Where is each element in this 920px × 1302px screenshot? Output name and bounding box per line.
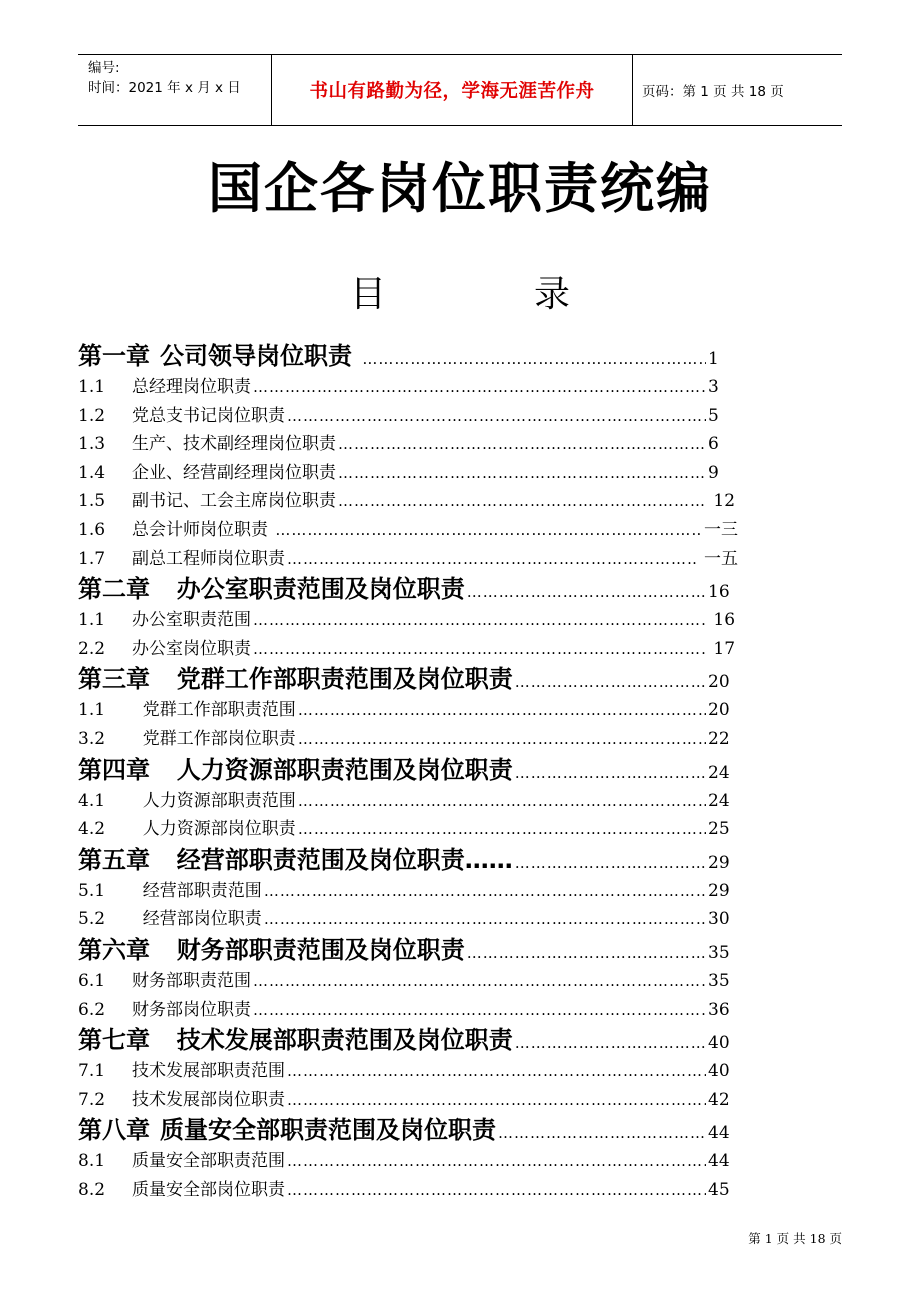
toc-dot-leader (338, 430, 706, 459)
toc-heading-char-1: 目 (349, 274, 386, 315)
toc-entry-number: 第六章 (78, 935, 150, 964)
toc-section-entry[interactable] (78, 635, 738, 664)
toc-entry-title: 质量安全部职责范围 (132, 1151, 285, 1172)
toc-dot-leader (253, 967, 706, 996)
toc-section-entry[interactable] (78, 402, 738, 431)
toc-entry-title: 技术发展部职责范围 (132, 1061, 285, 1082)
toc-entry-page: 20 (708, 672, 730, 693)
toc-entry-page: 35 (708, 970, 730, 991)
toc-entry-page: 17 (708, 638, 736, 659)
toc-entry-number: 第八章 (78, 1116, 150, 1145)
toc-dot-leader (287, 402, 706, 431)
toc-dot-leader (362, 343, 706, 376)
toc-section-entry[interactable] (78, 696, 738, 725)
toc-entry-number: 7.1 (78, 1061, 106, 1082)
toc-entry-page: 1 (708, 349, 719, 369)
toc-entry-number: 4.2 (78, 819, 106, 840)
time-label: 时间：2021 年 x 月 x 日 (88, 80, 241, 96)
toc-entry-title: 企业、经营副经理岗位职责 (132, 462, 336, 483)
toc-entry-title: 生产、技术副经理岗位职责 (132, 434, 336, 455)
toc-dot-leader (264, 877, 706, 906)
toc-dot-leader (253, 996, 706, 1025)
toc-entry-title: 党群工作部职责范围及岗位职责 (160, 665, 513, 694)
toc-dot-leader (287, 1176, 706, 1205)
toc-dot-leader (298, 815, 706, 844)
toc-section-entry[interactable] (78, 877, 738, 906)
toc-section-entry[interactable] (78, 606, 738, 635)
toc-dot-leader (264, 905, 706, 934)
toc-entry-title: 财务部职责范围 (132, 970, 251, 991)
toc-entry-page: 40 (708, 1061, 730, 1082)
toc-entry-page: 一三 (704, 519, 738, 540)
toc-entry-title: 人力资源部岗位职责 (132, 819, 296, 840)
toc-entry-page: 45 (708, 1179, 730, 1200)
toc-entry-page: 35 (708, 942, 730, 963)
toc-entry-title: 总经理岗位职责 (132, 377, 251, 397)
toc-section-entry[interactable] (78, 430, 738, 459)
toc-entry-page: 一五 (698, 548, 738, 569)
toc-entry-number: 第三章 (78, 665, 150, 694)
toc-entry-page: 30 (708, 909, 730, 930)
toc-chapter-entry[interactable] (78, 340, 738, 373)
toc-entry-number: 3.2 (78, 728, 106, 749)
toc-section-entry[interactable] (78, 725, 738, 754)
toc-entry-title: 党群工作部职责范围 (132, 700, 296, 721)
toc-chapter-entry[interactable] (78, 663, 738, 696)
page-footer: 第 1 页 共 18 页 (748, 1231, 842, 1246)
toc-entry-number: 1.5 (78, 491, 106, 512)
toc-section-entry[interactable] (78, 459, 738, 488)
toc-entry-title: 党群工作部岗位职责 (132, 728, 296, 749)
toc-entry-number: 第四章 (78, 755, 150, 784)
toc-dot-leader (338, 487, 706, 516)
toc-section-entry[interactable] (78, 373, 738, 402)
toc-entry-page: 12 (708, 491, 736, 512)
toc-dot-leader (338, 459, 706, 488)
toc-chapter-entry[interactable] (78, 1114, 738, 1147)
toc-entry-title: 质量安全部职责范围及岗位职责 (160, 1116, 496, 1145)
table-of-contents (78, 340, 738, 1204)
toc-entry-number: 5.2 (78, 909, 106, 930)
toc-section-entry[interactable] (78, 516, 738, 545)
toc-entry-page: 24 (708, 762, 730, 783)
toc-entry-title: 办公室职责范围及岗位职责 (160, 575, 465, 604)
toc-entry-number: 第二章 (78, 575, 150, 604)
toc-entry-page: 16 (708, 582, 730, 603)
toc-dot-leader (498, 1117, 706, 1150)
toc-entry-number: 4.1 (78, 790, 106, 811)
toc-entry-title: 副书记、工会主席岗位职责 (132, 491, 336, 512)
toc-entry-page: 5 (708, 405, 719, 426)
toc-entry-title: 质量安全部岗位职责 (132, 1179, 285, 1200)
toc-dot-leader (287, 1057, 706, 1086)
toc-entry-number: 6.2 (78, 999, 106, 1020)
toc-section-entry[interactable] (78, 1147, 738, 1176)
toc-entry-title: 人力资源部职责范围 (132, 790, 296, 811)
toc-dot-leader (298, 725, 706, 754)
toc-entry-title: 办公室职责范围 (132, 610, 251, 631)
toc-entry-page: 44 (708, 1123, 730, 1144)
toc-entry-page: 29 (708, 880, 730, 901)
toc-section-entry[interactable] (78, 787, 738, 816)
toc-entry-number: 2.2 (78, 638, 106, 659)
header-motto: 书山有路勤为径，学海无涯苦作舟 (272, 55, 633, 125)
toc-entry-number: 5.1 (78, 880, 106, 901)
toc-section-entry[interactable] (78, 1176, 738, 1205)
toc-entry-number: 第一章 (78, 342, 150, 370)
toc-entry-number: 7.2 (78, 1089, 106, 1110)
toc-entry-number: 8.1 (78, 1151, 106, 1172)
toc-dot-leader (515, 847, 706, 880)
toc-entry-page: 20 (708, 700, 730, 721)
toc-entry-number: 1.6 (78, 519, 106, 540)
toc-heading-char-2: 录 (534, 274, 571, 315)
toc-entry-title: 党总支书记岗位职责 (132, 405, 285, 426)
toc-entry-number: 1.1 (78, 700, 106, 721)
toc-entry-number: 1.1 (78, 377, 106, 397)
toc-entry-title: 财务部岗位职责 (132, 999, 251, 1020)
toc-entry-page: 24 (708, 790, 730, 811)
toc-dot-leader (467, 937, 706, 970)
toc-section-entry[interactable] (78, 815, 738, 844)
page-header (78, 54, 842, 126)
toc-entry-page: 6 (708, 434, 719, 455)
toc-entry-page: 42 (708, 1089, 730, 1110)
toc-entry-number: 8.2 (78, 1179, 106, 1200)
toc-entry-page: 29 (708, 852, 730, 873)
document-title: 国企各岗位职责统编 (208, 157, 712, 220)
toc-chapter-entry[interactable] (78, 573, 738, 606)
toc-entry-number: 第五章 (78, 845, 150, 874)
toc-section-entry[interactable] (78, 545, 738, 574)
toc-entry-title: 副总工程师岗位职责 (132, 548, 285, 569)
toc-dot-leader (253, 373, 706, 402)
toc-dot-leader (515, 1027, 706, 1060)
toc-entry-number: 1.7 (78, 548, 106, 569)
toc-entry-page: 36 (708, 999, 730, 1020)
toc-entry-title: 总会计师岗位职责 (132, 519, 274, 540)
toc-section-entry[interactable] (78, 996, 738, 1025)
toc-dot-leader (287, 545, 697, 574)
toc-entry-title: 经营部职责范围及岗位职责…… (160, 845, 513, 874)
toc-entry-number: 1.3 (78, 434, 106, 455)
toc-entry-number: 1.2 (78, 405, 106, 426)
toc-dot-leader (298, 787, 706, 816)
toc-section-entry[interactable] (78, 967, 738, 996)
toc-entry-page: 40 (708, 1033, 730, 1054)
toc-entry-page: 44 (708, 1151, 730, 1172)
toc-dot-leader (287, 1147, 706, 1176)
toc-entry-page: 25 (708, 819, 730, 840)
toc-section-entry[interactable] (78, 905, 738, 934)
toc-dot-leader (275, 516, 702, 545)
toc-dot-leader (253, 606, 706, 635)
toc-entry-number: 第七章 (78, 1026, 150, 1055)
toc-dot-leader (287, 1086, 706, 1115)
toc-dot-leader (298, 696, 706, 725)
toc-dot-leader (515, 666, 706, 699)
toc-dot-leader (467, 576, 706, 609)
toc-entry-number: 1.4 (78, 462, 106, 483)
toc-entry-title: 办公室岗位职责 (132, 638, 251, 659)
toc-dot-leader (253, 635, 706, 664)
toc-entry-number: 1.1 (78, 610, 106, 631)
header-page-info: 页码：第 1 页 共 18 页 (642, 84, 784, 100)
toc-entry-title: 经营部岗位职责 (132, 909, 262, 930)
toc-heading (0, 266, 920, 317)
toc-entry-page: 3 (708, 377, 719, 397)
toc-entry-page: 9 (708, 462, 719, 483)
toc-chapter-entry[interactable] (78, 844, 738, 877)
toc-entry-page: 16 (708, 610, 736, 631)
toc-dot-leader (515, 757, 706, 790)
toc-chapter-entry[interactable] (78, 934, 738, 967)
serial-label: 编号: (88, 60, 120, 76)
header-meta-cell (78, 55, 272, 125)
toc-section-entry[interactable] (78, 1086, 738, 1115)
toc-chapter-entry[interactable] (78, 1024, 738, 1057)
toc-entry-title: 公司领导岗位职责 (160, 342, 361, 370)
toc-section-entry[interactable] (78, 487, 738, 516)
toc-entry-title: 经营部职责范围 (132, 880, 262, 901)
toc-entry-title: 财务部职责范围及岗位职责 (160, 935, 465, 964)
toc-entry-title: 技术发展部岗位职责 (132, 1089, 285, 1110)
toc-entry-number: 6.1 (78, 970, 106, 991)
toc-chapter-entry[interactable] (78, 754, 738, 787)
toc-entry-title: 人力资源部职责范围及岗位职责 (160, 755, 513, 784)
toc-entry-title: 技术发展部职责范围及岗位职责 (160, 1026, 513, 1055)
toc-entry-page: 22 (708, 728, 730, 749)
toc-section-entry[interactable] (78, 1057, 738, 1086)
